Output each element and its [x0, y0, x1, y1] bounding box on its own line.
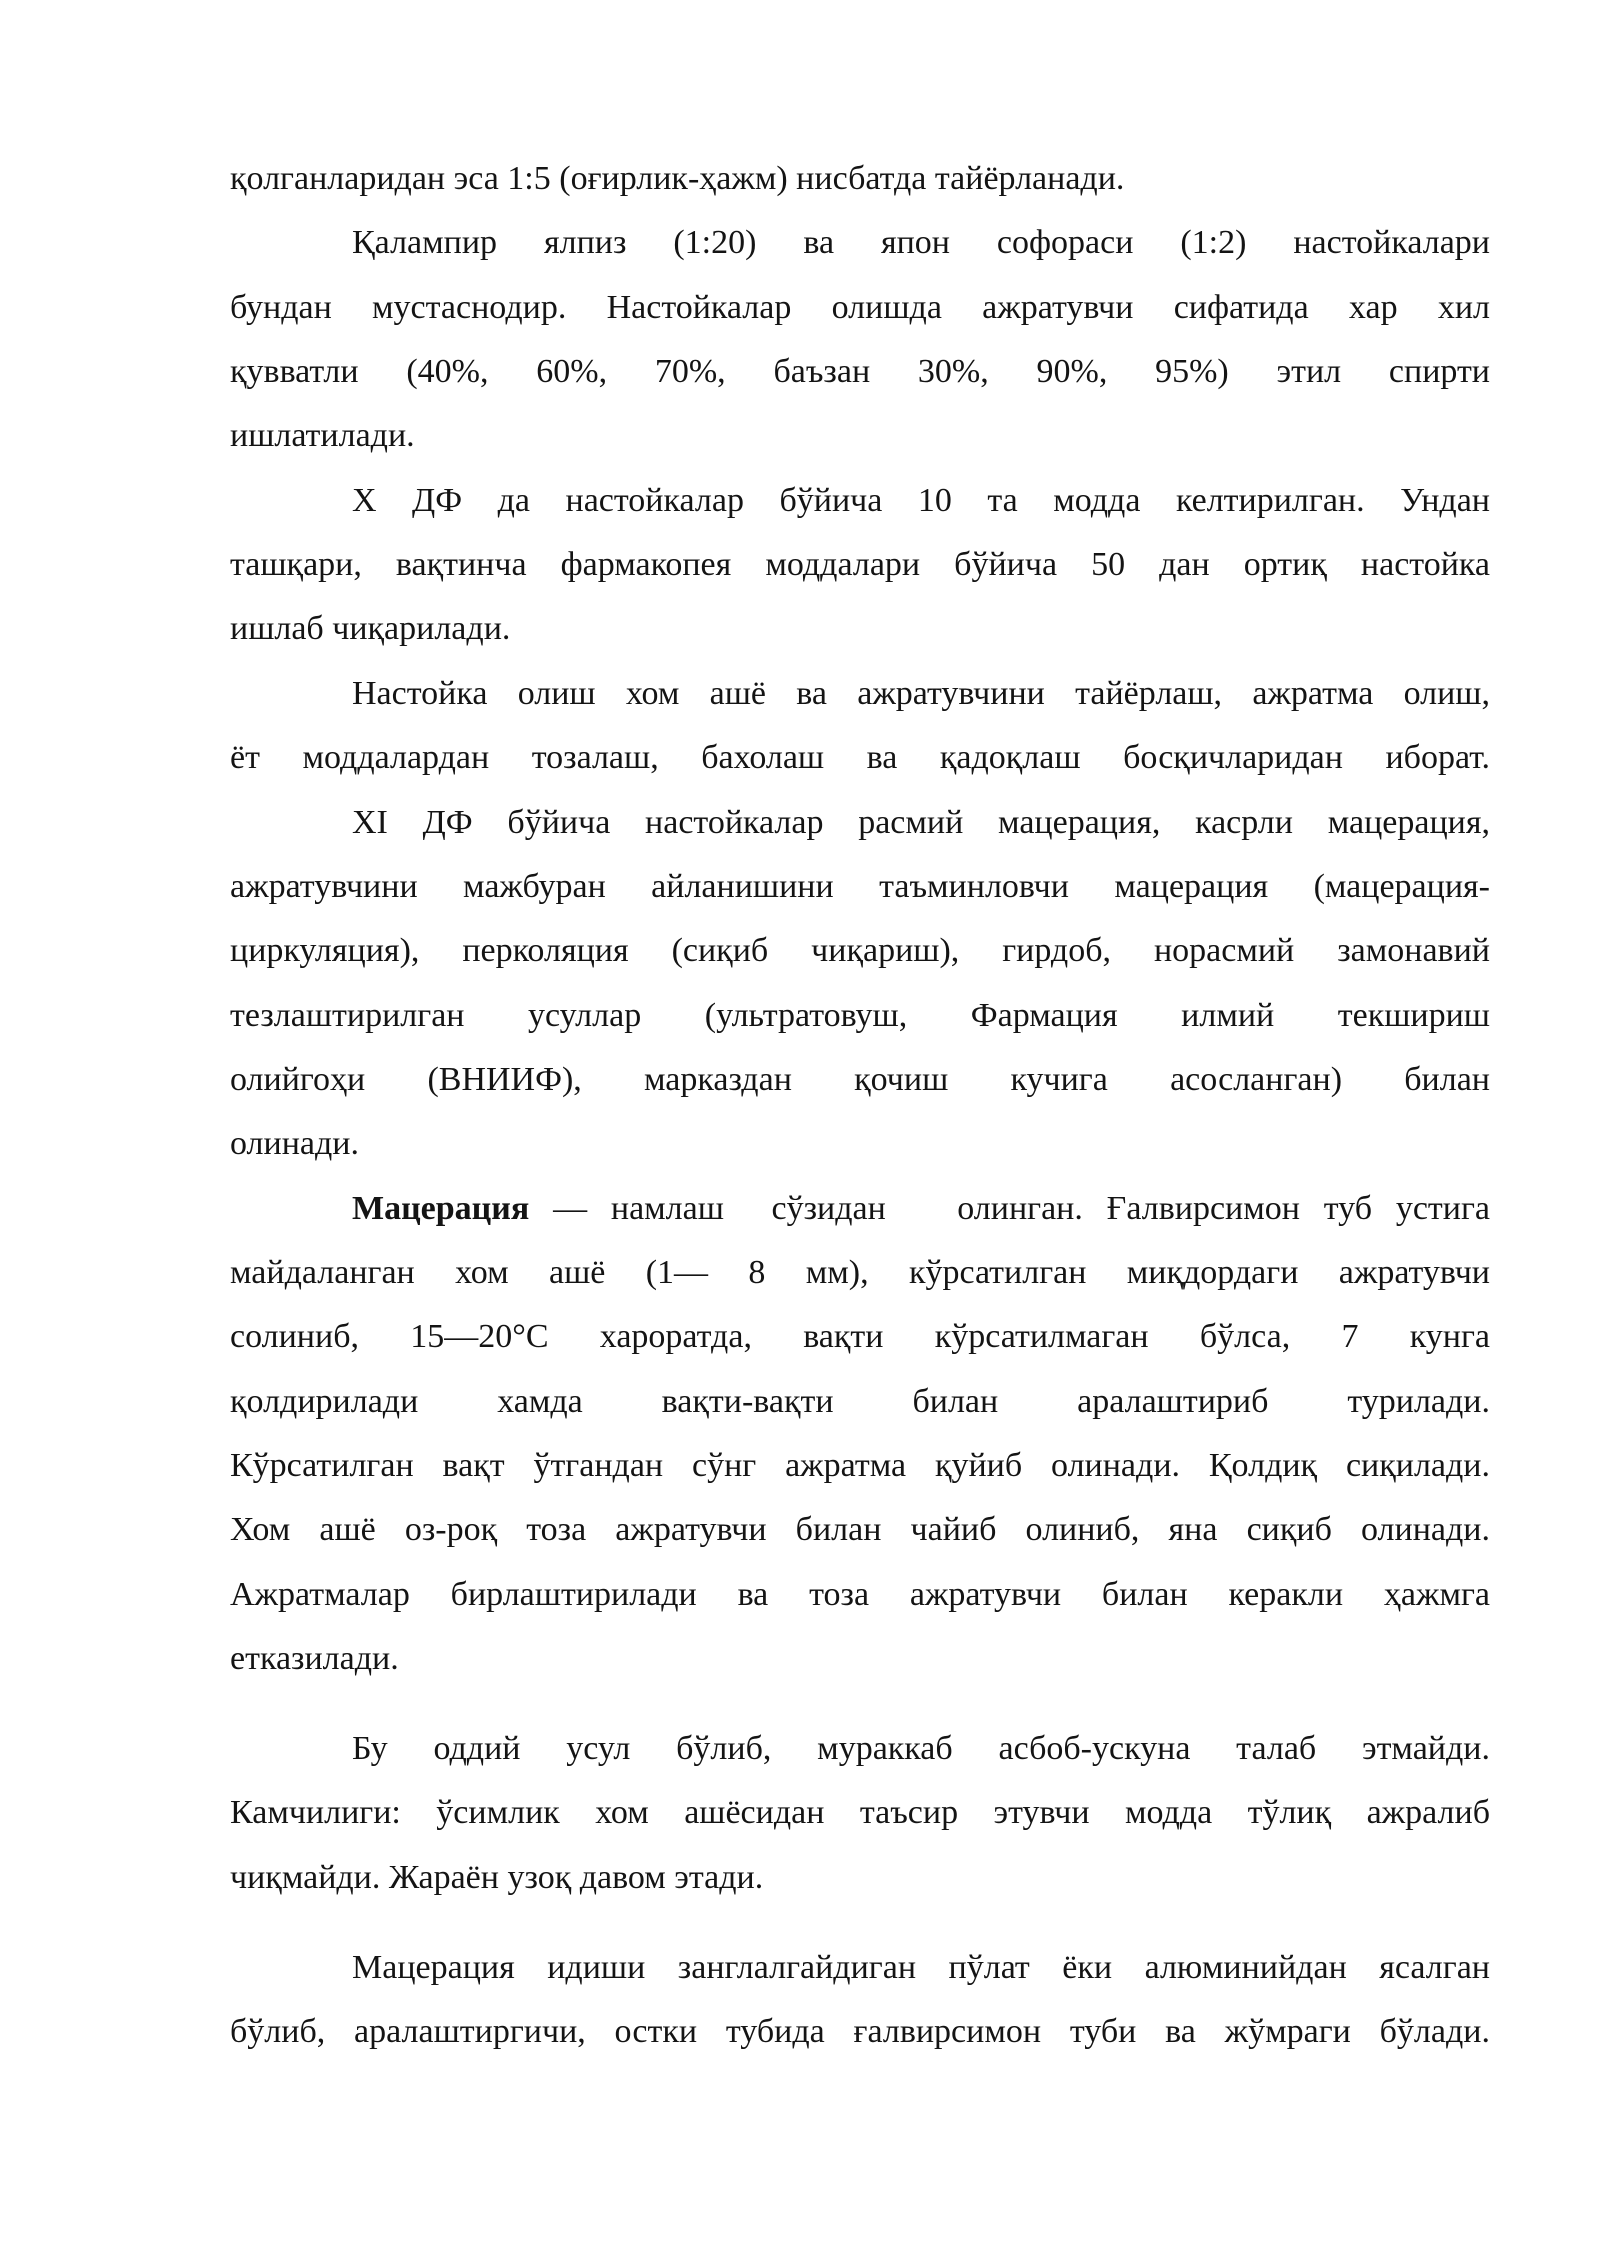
text-line: ажратувчини мажбуран айланишини таъминловчи мацерация (мацерация- [230, 868, 1490, 905]
text-line: XI ДФ бўйича настойкалар расмий мацерация, касрли мацерация, [352, 804, 1490, 841]
text-line: қолдирилади хамда вақти-вақти билан аралаштириб турилади. [230, 1383, 1490, 1420]
text-line: ёт моддалардан тозалаш, бахолаш ва қадоқлаш босқичларидан иборат. [230, 739, 1490, 776]
text-line: чиқмайди. Жараён узоқ давом этади. [230, 1859, 764, 1896]
text-line: олийгоҳи (ВНИИФ), марказдан қочиш кучига асосланган) билан [230, 1061, 1490, 1098]
text-line: Бу оддий усул бўлиб, мураккаб асбоб-ускуна талаб этмайди. [352, 1730, 1490, 1767]
text-line: қувватли (40%, 60%, 70%, баъзан 30%, 90%, 95%) этил спирти [230, 353, 1490, 390]
text-line: ишлаб чиқарилади. [230, 610, 511, 647]
text-line: тезлаштирилган усуллар (ультратовуш, Фармация илмий текшириш [230, 997, 1490, 1034]
text-line: етказилади. [230, 1640, 399, 1677]
text-line: ишлатилади. [230, 417, 415, 454]
text-line: Кўрсатилган вақт ўтгандан сўнг ажратма қуйиб олинади. Қолдиқ сиқилади. [230, 1447, 1490, 1484]
text-line: бўлиб, аралаштиргичи, остки тубида ғалвирсимон туби ва жўмраги бўлади. [230, 2013, 1490, 2050]
text-line: Қалампир ялпиз (1:20) ва япон софораси (1:2) настойкалари [352, 224, 1490, 261]
text-line: Камчилиги: ўсимлик хом ашёсидан таъсир этувчи модда тўлиқ ажралиб [230, 1794, 1490, 1831]
text-line: олинади. [230, 1125, 359, 1162]
text-line: X ДФ да настойкалар бўйича 10 та модда келтирилган. Ундан [352, 482, 1490, 519]
text-line: бундан мустаснодир. Настойкалар олишда ажратувчи сифатида хар хил [230, 289, 1490, 326]
text-line [352, 1184, 1490, 1234]
text-line: қолганларидан эса 1:5 (оғирлик-ҳажм) нисбатда тайёрланади. [230, 160, 1125, 197]
text-line: майдаланган хом ашё (1— 8 мм), кўрсатилган миқдордаги ажратувчи [230, 1254, 1490, 1291]
text-line: Мацерация идиши занглалгайдиган пўлат ёки алюминийдан ясалган [352, 1949, 1490, 1986]
text-line: ташқари, вақтинча фармакопея моддалари бўйича 50 дан ортиқ настойка [230, 546, 1490, 583]
term-maceration: Мацерация [352, 1190, 530, 1227]
text-line-rest: — намлаш сўзидан олинган. Ғалвирсимон туб устига [529, 1190, 1490, 1227]
text-line: Ажратмалар бирлаштирилади ва тоза ажратувчи билан керакли ҳажмга [230, 1576, 1490, 1613]
text-line: Настойка олиш хом ашё ва ажратувчини тайёрлаш, ажратма олиш, [352, 675, 1490, 712]
text-line: Хом ашё оз-роқ тоза ажратувчи билан чайиб олиниб, яна сиқиб олинади. [230, 1511, 1490, 1548]
text-line: циркуляция), перколяция (сиқиб чиқариш), гирдоб, норасмий замонавий [230, 932, 1490, 969]
text-line: солиниб, 15—20°С хароратда, вақти кўрсатилмаган бўлса, 7 кунга [230, 1318, 1490, 1355]
